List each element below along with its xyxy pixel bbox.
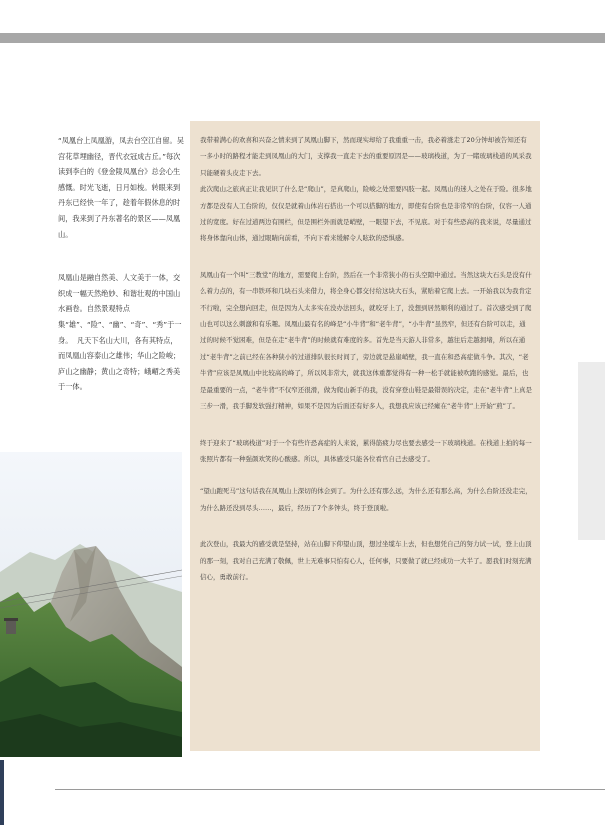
- intro-paragraph-1: “凤凰台上凤凰游，凤去台空江自留。吴宫花草埋幽径，晋代衣冠成古丘。”每次读到李白的《登金陵凤凰台》总会心生感慨。时光飞逝，日月如梭。转眼来到丹东已经快一年了，趁着年假休息的时间，我来到了丹东著名的景区——凤凰山。: [58, 136, 184, 239]
- footer-rule: [55, 789, 605, 790]
- article-paragraph-5: “望山跑死马”这句话我在凤凰山上深切的体会到了。为什么还有那么远，为什么还有那么高，为什么台阶还没走完，为什么路还没到尽头……，最后，经历了7个多钟头，终于登顶啦。: [200, 487, 532, 512]
- top-header-bar: [0, 33, 605, 43]
- page-side-tab: [578, 362, 605, 540]
- article-body: [200, 132, 532, 585]
- article-paragraph-6: 此次登山，我最大的感受就是坚持，站在山脚下仰望山顶，想过坐缆车上去，但也想凭自己的努力试一试，登上山顶的那一刻，我对自己充满了敬佩，世上无难事只怕有心人，任何事，只要做了就已经成功一大半了。愿我们时刻充满信心，勇敢前行。: [200, 540, 532, 581]
- intro-column: [58, 133, 184, 423]
- intro-paragraph-2: 凤凰山是融自然美、人文美于一体，交织成一幅天然绝妙、和谐壮观的中国山水画卷。自然景观特点集“雄”、“险”、“幽”、“奇”、“秀”于一身。 凡天下名山大川，各有其特点，而凤凰山容泰山之雄伟；华山之险峻；庐山之幽静；黄山之奇特；峨嵋之秀美于一体。: [58, 273, 182, 392]
- left-edge-accent: [0, 760, 4, 825]
- article-paragraph-4: 终于迎来了“玻璃栈道”对于一个有些许恐高症的人来说，累得筋疲力尽也要去感受一下玻璃栈道。在栈道上拍的每一张照片都有一种强颜欢笑的心酸感。所以，具体感受只能各位看官自己去感受了。: [200, 438, 532, 463]
- mountain-photo: [0, 452, 182, 757]
- article-paragraph-1: 我带着满心的欢喜和兴奋之情来到了凤凰山脚下，然而现实却给了我重重一击，我必着涨走了20分钟却被告知还有一多小时的路程才能走到凤凰山的大门，支撑我一直走下去的重要原因是——玻璃栈道，为了一睹玻璃栈道的风采我只能硬着头皮走下去。: [200, 136, 532, 177]
- article-paragraph-2: 此次爬山之旅真正让我见识了什么是“爬山”，是真爬山，险峻之处需要四肢一起。凤凰山的迷人之处在于险。很多地方都是没有人工台阶的，仅仅是就着山体岩石搭出一个可以搭脚的地方，即使有台阶也是非常窄的台阶，仅容一人通过的宽度。好在过道两边有围栏，但是围栏外面就是峭壁，一眼望下去，不见底。对于有些恐高的我来说，尽量通过将身体靠向山体，通过眼睛向前看，不向下看来缓解令人眩软的恐惧感。: [200, 185, 532, 243]
- article-paragraph-3: 凤凰山有一个叫“三教堂”的地方，需要爬上台阶，然后在一个非常狭小的石头空隙中通过。当然这块大石头是没有什么着力点的，有一串铁环和几块石头来借力，将全身心都交付给这块大石头，紧贴着它爬上去。一开始我以为我肯定不行啦，完全想向回走，但是因为人太多实在没办法回头，就咬牙上了，没想到居然顺利的通过了。首次感受到了爬山也可以这么刺激和有乐趣。凤凰山最有名的峰是“小牛背”和“老牛背”，“小牛背”虽然窄，但还有台阶可以走，通过的时候不觉困难，但是在走“老牛背”的时候就有难度的多。首先是当天游人非常多，越往后走越拥堵，所以在通过“老牛背”之前已经在各种狭小的过道排队很长时间了，旁边就是悬崖峭壁，我一直在和恐高症做斗争。其次，“老牛背”应该是凤凰山中比较高的峰了，所以风非常大，就我这体重都觉得有一种一松手就能被吹跑的感觉。最后，也是最重要的一点，“老牛背”不仅窄还很滑，做为爬山新手的我，没有穿登山鞋是最错误的决定，走在“老牛背”上真是三步一滑，我手脚发软强打精神，如果不是因为后面还有好多人，我想我应该已经瘫在“老牛背”上开始“煎”了。: [200, 270, 532, 411]
